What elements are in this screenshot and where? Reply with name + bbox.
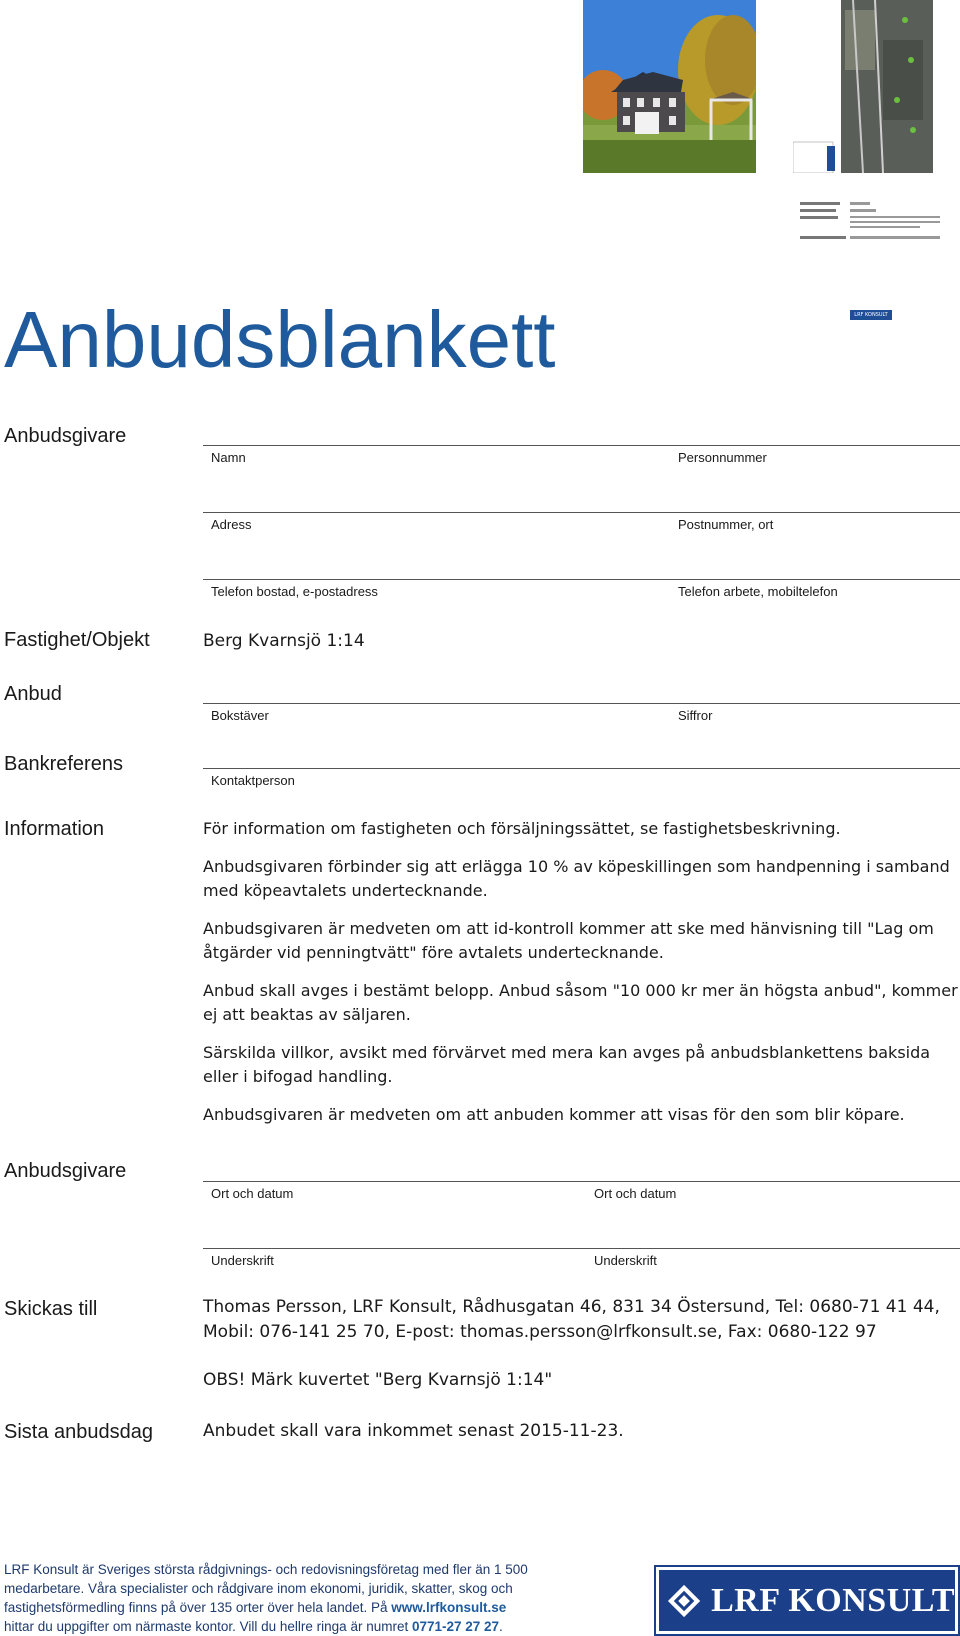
lrf-diamond-icon <box>665 1575 703 1627</box>
page-title: Anbudsblankett <box>4 295 556 384</box>
map-legend-table <box>800 200 960 244</box>
obs-text: OBS! Märk kuvertet "Berg Kvarnsjö 1:14" <box>203 1370 553 1390</box>
personnummer-field[interactable]: Personnummer <box>670 445 960 465</box>
footer-line <box>4 1617 564 1636</box>
signature-field-1[interactable]: Underskrift <box>203 1248 598 1268</box>
footer-phone: 0771-27 27 27 <box>411 1619 500 1634</box>
address-field[interactable]: Adress <box>203 512 681 532</box>
place-date-field-2[interactable]: Ort och datum <box>586 1181 960 1201</box>
phone-home-field[interactable]: Telefon bostad, e-postadress <box>203 579 681 599</box>
name-field[interactable]: Namn <box>203 445 681 465</box>
footer-line: medarbetare. Våra specialister och rådgivare inom ekonomi, juridik, skatter, skog och <box>4 1581 513 1596</box>
kontaktperson-field[interactable]: Kontaktperson <box>203 768 960 788</box>
footer-line-text: . <box>499 1619 503 1634</box>
info-paragraph: För information om fastigheten och försäljningssättet, se fastighetsbeskrivning. <box>203 819 841 838</box>
anbud-letters-field[interactable]: Bokstäver <box>203 703 681 723</box>
footer-website-link[interactable]: www.lrfkonsult.se <box>391 1600 507 1615</box>
anbud-digits-field[interactable]: Siffror <box>670 703 960 723</box>
section-label-skickas: Skickas till <box>4 1298 98 1320</box>
info-paragraph: Anbud skall avges i bestämt belopp. Anbud såsom "10 000 kr mer än högsta anbud", kommer ej att beaktas av säljaren. <box>203 981 958 1024</box>
map-image <box>793 0 939 173</box>
logo-text: LRF KONSULT <box>711 1581 955 1619</box>
property-photo <box>583 0 756 173</box>
footer-line-text: fastighetsförmedling finns på över 135 orter över hela landet. På <box>4 1600 392 1615</box>
signature-field-2[interactable]: Underskrift <box>586 1248 960 1268</box>
footer-line <box>4 1598 564 1617</box>
section-label-fastighet: Fastighet/Objekt <box>4 629 150 651</box>
information-text <box>203 817 960 1141</box>
section-label-anbudsgivare: Anbudsgivare <box>4 425 127 447</box>
postnummer-field[interactable]: Postnummer, ort <box>670 512 960 532</box>
fastighet-value: Berg Kvarnsjö 1:14 <box>203 631 365 651</box>
section-label-sista: Sista anbudsdag <box>4 1421 154 1443</box>
section-label-information: Information <box>4 818 105 840</box>
info-paragraph: Särskilda villkor, avsikt med förvärvet med mera kan avges på anbudsblankettens baksida eller i bifogad handling. <box>203 1043 931 1086</box>
skickas-text: Thomas Persson, LRF Konsult, Rådhusgatan 46, 831 34 Östersund, Tel: 0680-71 41 44, Mobil: 076-141 25 70, E-post: thomas.persson@lrfkonsult.se, Fax: 0680-122 97 <box>203 1297 940 1342</box>
small-logo: LRF KONSULT <box>850 310 892 320</box>
info-paragraph: Anbudsgivaren förbinder sig att erlägga 10 % av köpeskillingen som handpenning i samband med köpeavtalets undertecknande. <box>203 857 950 900</box>
footer-line-text: hittar du uppgifter om närmaste kontor. Vill du hellre ringa är numret <box>4 1619 412 1634</box>
house-image <box>583 0 756 173</box>
footer-text <box>4 1560 564 1636</box>
section-label-anbud: Anbud <box>4 683 62 705</box>
lrf-konsult-logo <box>656 1567 958 1634</box>
property-map <box>793 0 939 173</box>
phone-work-field[interactable]: Telefon arbete, mobiltelefon <box>670 579 960 599</box>
place-date-field-1[interactable]: Ort och datum <box>203 1181 598 1201</box>
section-label-bankreferens: Bankreferens <box>4 753 123 775</box>
info-paragraph: Anbudsgivaren är medveten om att anbuden kommer att visas för den som blir köpare. <box>203 1105 905 1124</box>
footer-line: LRF Konsult är Sveriges största rådgivnings- och redovisningsföretag med fler än 1 500 <box>4 1562 528 1577</box>
section-label-anbudsgivare-signature: Anbudsgivare <box>4 1160 127 1182</box>
legend-lines <box>800 200 960 244</box>
sista-text: Anbudet skall vara inkommet senast 2015-11-23. <box>203 1421 624 1441</box>
info-paragraph: Anbudsgivaren är medveten om att id-kontroll kommer att ske med hänvisning till "Lag om åtgärder vid penningtvätt" före avtalets undertecknande. <box>203 919 934 962</box>
